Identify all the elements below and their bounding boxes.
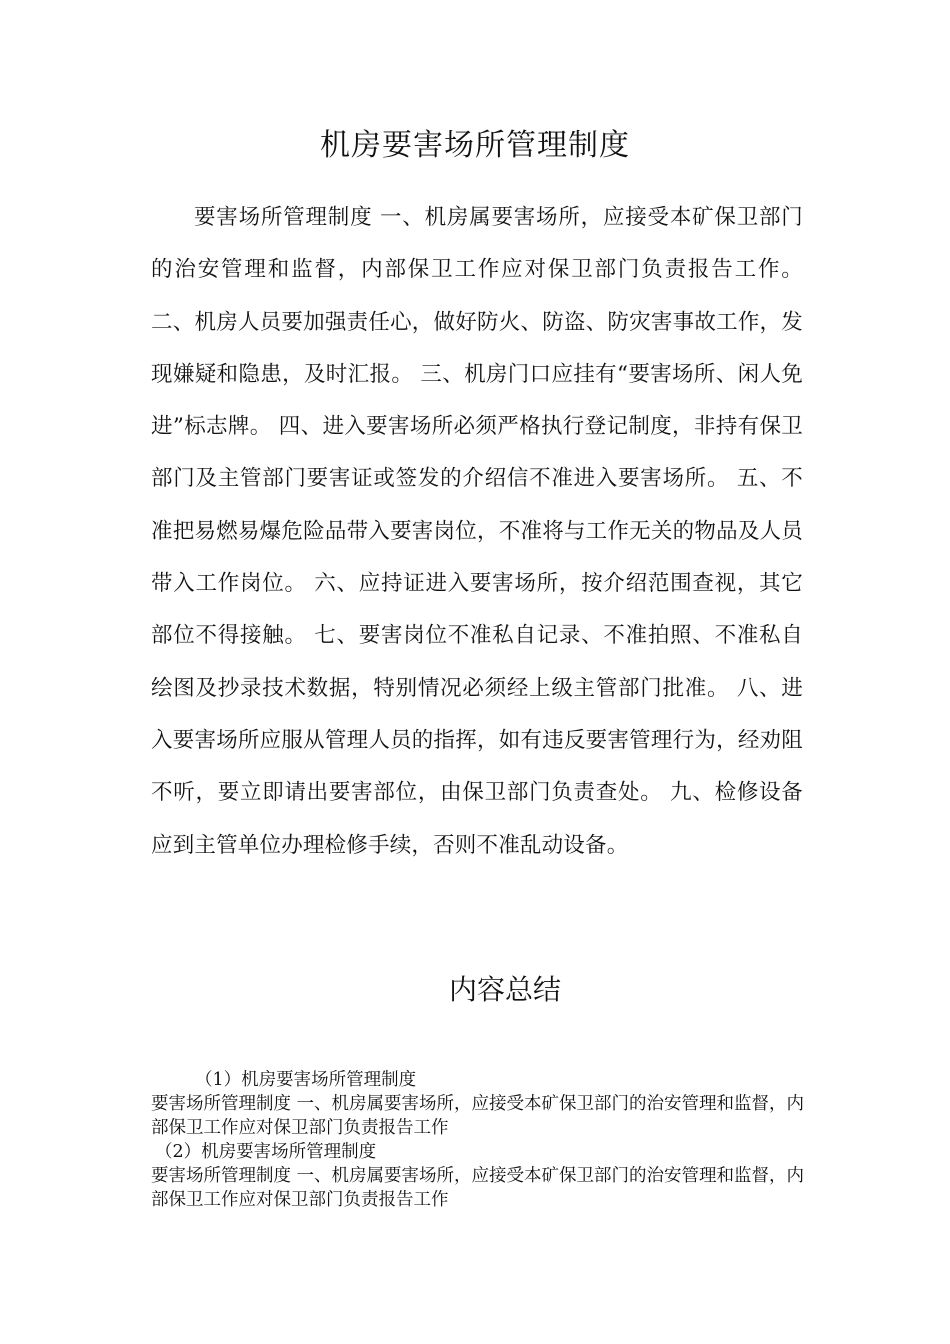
document-body: 要害场所管理制度 一、机房属要害场所，应接受本矿保卫部门的治安管理和监督，内部保卫工作应对保卫部门负责报告工作。 二、机房人员要加强责任心，做好防火、防盗、防灾害事故工作，发现嫌疑和隐患，及时汇报。 三、机房门口应挂有“要害场所、闲人免进”标志牌。 四、进入要害场所必须严格执行登记制度，非持有保卫部门及主管部门要害证或签发的介绍信不准进入要害场所。 五、不准把易燃易爆危险品带入要害岗位，不准将与工作无关的物品及人员带入工作岗位。 六、应持证进入要害场所，按介绍范围查视，其它部位不得接触。 七、要害岗位不准私自记录、不准拍照、不准私自绘图及抄录技术数据，特别情况必须经上级主管部门批准。 八、进入要害场所应服从管理人员的指挥，如有违反要害管理行为，经劝阻不听，要立即请出要害部位，由保卫部门负责查处。 九、检修设备应到主管单位办理检修手续，否则不准乱动设备。	[151, 205, 803, 858]
summary-section	[151, 1068, 811, 1212]
summary-item-2-text: 要害场所管理制度 一、机房属要害场所，应接受本矿保卫部门的治安管理和监督，内部保卫工作应对保卫部门负责报告工作	[151, 1166, 805, 1210]
summary-item-1-text: 要害场所管理制度 一、机房属要害场所，应接受本矿保卫部门的治安管理和监督，内部保卫工作应对保卫部门负责报告工作	[151, 1094, 805, 1138]
summary-item-1-heading: （1）机房要害场所管理制度	[195, 1070, 417, 1090]
document-title: 机房要害场所管理制度	[320, 128, 630, 163]
summary-title: 内容总结	[448, 973, 561, 1006]
summary-item-2-heading: （2）机房要害场所管理制度	[155, 1142, 377, 1162]
